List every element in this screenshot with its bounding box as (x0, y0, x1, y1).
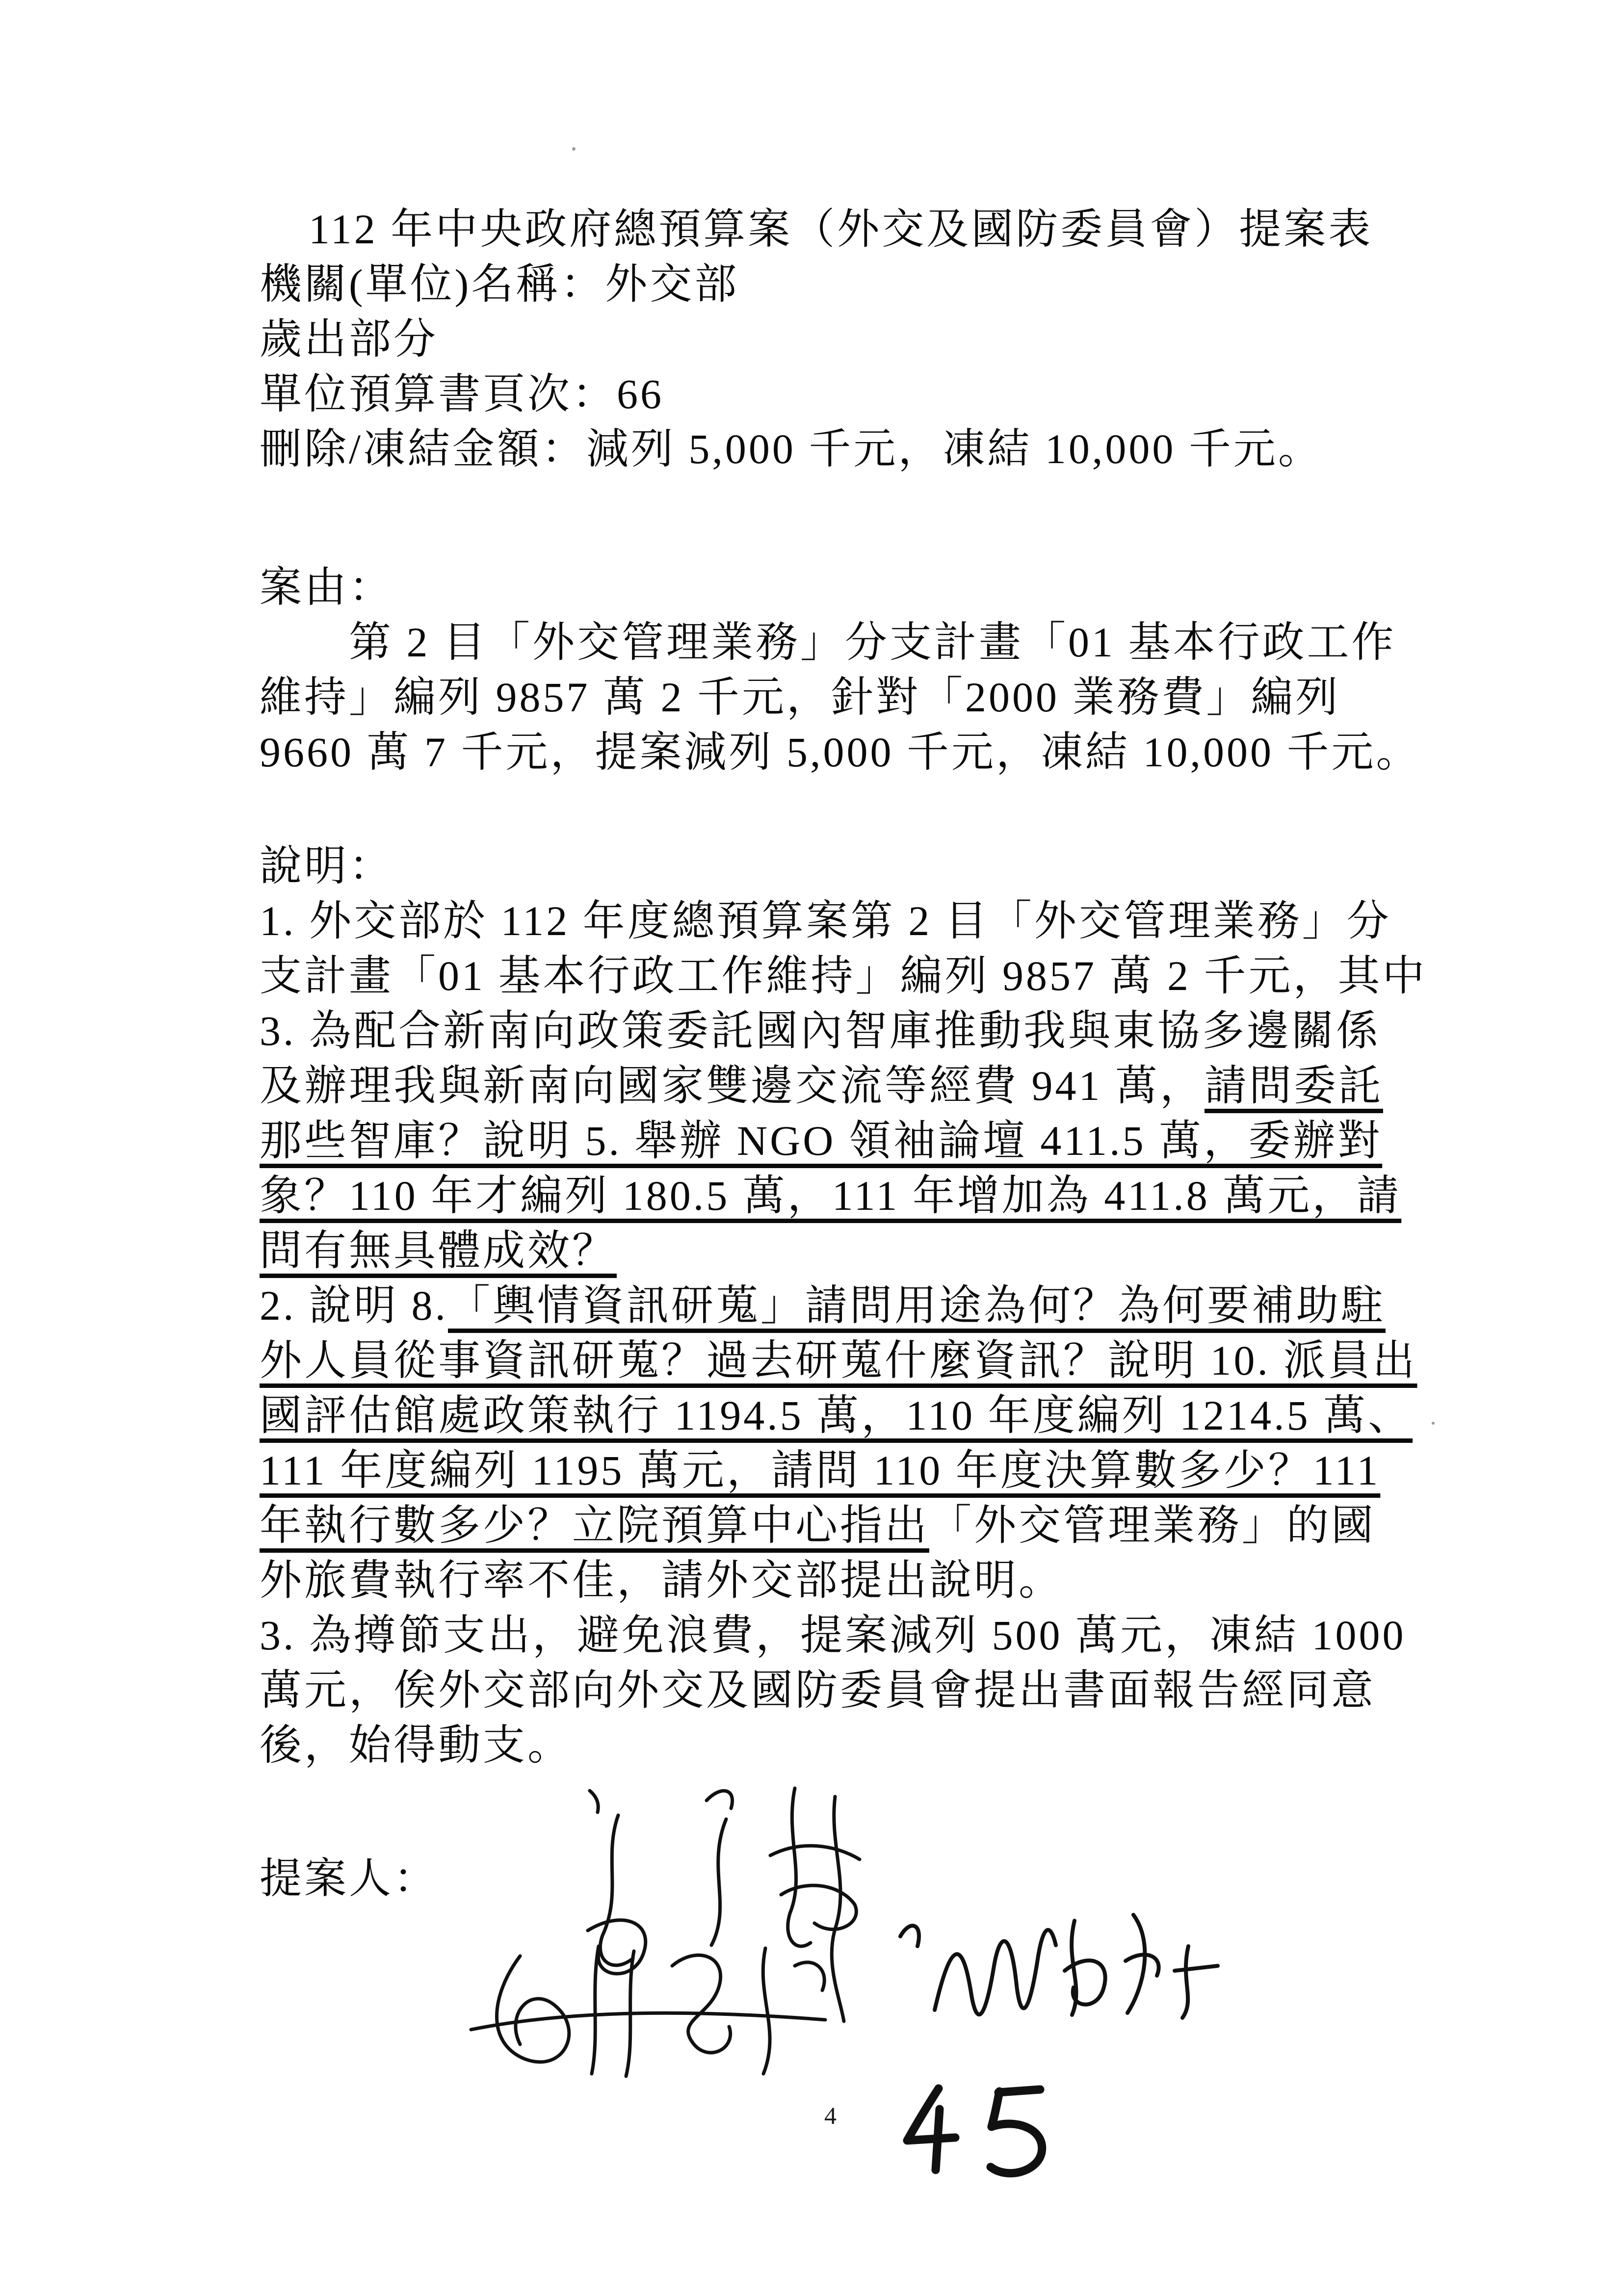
document-line (260, 312, 1594, 366)
section-gap (260, 780, 1594, 838)
section-gap (260, 1773, 1594, 1851)
underlined-text-segment: 象？110 年才編列 180.5 萬，111 年增加為 411.8 萬元，請 (260, 1172, 1402, 1219)
underlined-text-segment: 那些智庫？說明 5. 舉辦 NGO 領袖論壇 411.5 萬，委辦對 (260, 1117, 1383, 1164)
proposer-signature-3 (888, 1901, 1231, 2024)
document-line (260, 366, 1594, 421)
text-segment: 第 2 目「外交管理業務」分支計畫「01 基本行政工作 (349, 619, 1396, 666)
document-line (260, 1553, 1594, 1608)
underlined-text-segment: 國評估館處政策執行 1194.5 萬，110 年度編列 1214.5 萬、 (260, 1392, 1413, 1439)
text-segment: 歲出部分 (260, 315, 438, 363)
document-line (260, 1333, 1594, 1388)
document-line (260, 1058, 1594, 1113)
text-segment: 單位預算書頁次：66 (260, 370, 664, 417)
scan-speck (1432, 1422, 1435, 1425)
text-segment: 維持」編列 9857 萬 2 千元，針對「2000 業務費」編列 (260, 674, 1340, 721)
underlined-text-segment: 「輿情資訊研蒐」請問用途為何？為何要補助駐 (448, 1282, 1386, 1329)
document-line (260, 670, 1594, 725)
document-line (260, 1663, 1594, 1718)
document-line (260, 948, 1594, 1003)
text-segment: 2. 說明 8. (260, 1282, 448, 1329)
text-segment: 機關(單位)名稱：外交部 (260, 261, 739, 308)
underlined-text-segment: 請問委託 (1205, 1062, 1383, 1109)
document-line (260, 1498, 1594, 1553)
document (260, 202, 1594, 1906)
text-segment: 1. 外交部於 112 年度總預算案第 2 目「外交管理業務」分 (260, 897, 1391, 944)
document-line (260, 1113, 1594, 1168)
explanation-section-label: 說明： (260, 842, 393, 889)
text-segment: 支計畫「01 基本行政工作維持」編列 9857 萬 2 千元，其中 (260, 952, 1427, 999)
document-line (260, 893, 1594, 948)
document-line (260, 1278, 1594, 1333)
underlined-text-segment: 111 年度編列 1195 萬元，請問 110 年度決算數多少？111 (260, 1447, 1381, 1494)
document-line (260, 1003, 1594, 1058)
text-segment: 3. 為撙節支出，避免浪費，提案減列 500 萬元，凍結 1000 (260, 1612, 1406, 1659)
scan-speck (572, 147, 576, 151)
document-line (260, 1223, 1594, 1278)
document-line (260, 1608, 1594, 1663)
document-line (260, 257, 1594, 312)
document-title: 112 年中央政府總預算案（外交及國防委員會）提案表 (309, 206, 1373, 253)
handwritten-page-number (895, 2083, 1057, 2181)
explanation-block (260, 893, 1594, 1773)
text-segment: 外旅費執行率不佳，請外交部提出說明。 (260, 1557, 1063, 1604)
page-number: 4 (824, 2102, 837, 2129)
header-block (260, 257, 1594, 476)
case-section-label: 案由： (260, 564, 393, 611)
text-segment: 萬元，俟外交部向外交及國防委員會提出書面報告經同意 (260, 1667, 1376, 1714)
case-block (260, 615, 1594, 780)
document-line (260, 615, 1594, 670)
section-gap (260, 476, 1594, 560)
document-line (260, 1388, 1594, 1443)
document-line (260, 1443, 1594, 1498)
proposer-label: 提案人： (260, 1855, 438, 1902)
document-line (260, 1718, 1594, 1773)
text-segment: 及辦理我與新南向國家雙邊交流等經費 941 萬， (260, 1062, 1205, 1109)
text-segment: 「外交管理業務」的國 (929, 1502, 1376, 1549)
text-segment: 9660 萬 7 千元，提案減列 5,000 千元，凍結 10,000 千元。 (260, 729, 1421, 776)
text-segment: 後，始得動支。 (260, 1722, 572, 1769)
text-segment: 3. 為配合新南向政策委託國內智庫推動我與東協多邊關係 (260, 1007, 1381, 1054)
underlined-text-segment: 問有無具體成效？ (260, 1227, 617, 1274)
proposer-signature-2 (451, 1935, 844, 2083)
document-line (260, 725, 1594, 780)
underlined-text-segment: 年執行數多少？立院預算中心指出 (260, 1502, 929, 1549)
document-line (260, 421, 1594, 476)
document-line (260, 1168, 1594, 1223)
underlined-text-segment: 外人員從事資訊研蒐？過去研蒐什麼資訊？說明 10. 派員出 (260, 1337, 1417, 1384)
text-segment: 刪除/凍結金額：減列 5,000 千元，凍結 10,000 千元。 (260, 425, 1323, 472)
